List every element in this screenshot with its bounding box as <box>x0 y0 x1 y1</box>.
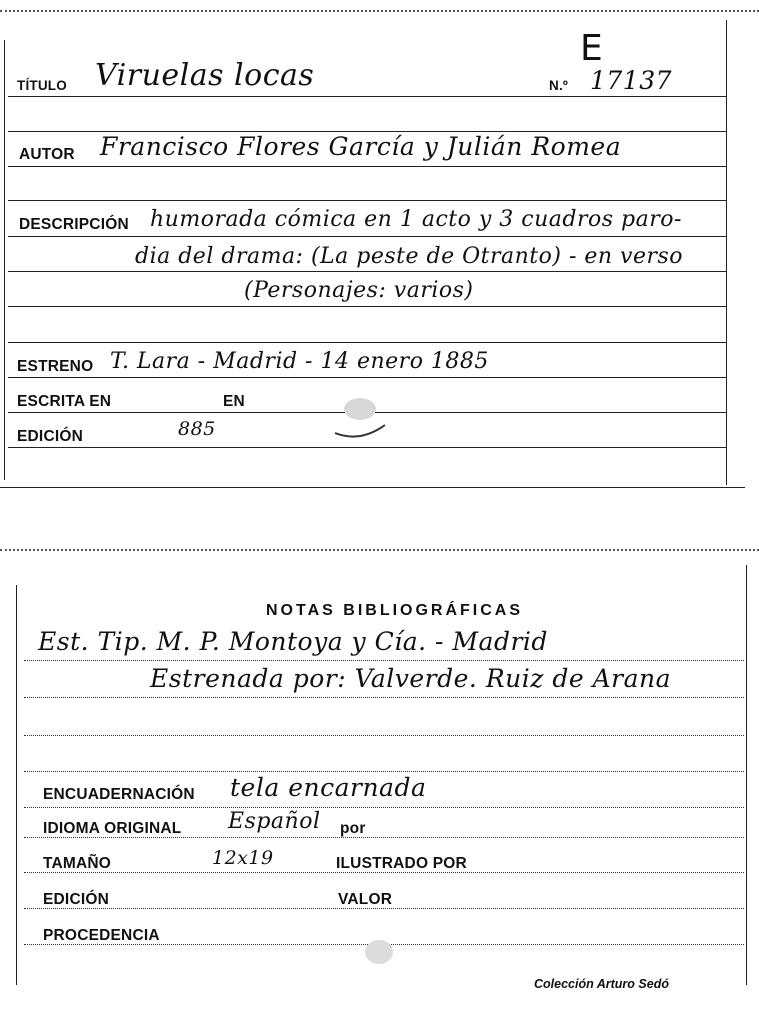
value-tamano: 12x19 <box>212 847 274 869</box>
card-right-edge <box>746 565 747 985</box>
rule-descripcion <box>8 236 726 237</box>
rule-descripcion-3 <box>8 306 726 307</box>
rule-blank-3 <box>8 342 726 343</box>
ink-mark <box>330 395 390 445</box>
value-descripcion-line2: dia del drama: (La peste de Otranto) - en verso <box>135 244 684 269</box>
label-edicion: EDICIÓN <box>43 891 109 908</box>
label-por: por <box>340 820 366 837</box>
label-edicion: EDICIÓN <box>17 428 83 445</box>
label-procedencia: PROCEDENCIA <box>43 927 160 944</box>
label-estreno: ESTRENO <box>17 358 94 375</box>
label-numero: N.º <box>549 78 569 93</box>
label-autor: AUTOR <box>19 146 75 163</box>
rule-note-2 <box>24 697 744 698</box>
value-edicion: 885 <box>178 418 216 440</box>
rule-descripcion-2 <box>8 271 726 272</box>
label-ilustrado-por: ILUSTRADO POR <box>336 855 467 872</box>
catalog-card-notas <box>0 545 759 1028</box>
card-left-edge <box>4 40 5 480</box>
value-estreno: T. Lara - Madrid - 14 enero 1885 <box>110 349 489 374</box>
value-numero: 17137 <box>590 66 673 95</box>
notas-heading: NOTAS BIBLIOGRÁFICAS <box>266 602 524 619</box>
rule-titulo <box>8 96 726 97</box>
rule-card-bottom <box>0 487 745 488</box>
label-en: EN <box>223 393 245 410</box>
rule-edicion <box>8 447 726 448</box>
rule-blank-2 <box>24 771 744 772</box>
label-titulo: TÍTULO <box>17 78 67 93</box>
card-left-edge <box>16 585 17 985</box>
value-encuadernacion: tela encarnada <box>230 773 427 802</box>
card-right-edge <box>726 20 727 485</box>
value-idioma-original: Español <box>228 809 321 834</box>
label-idioma-original: IDIOMA ORIGINAL <box>43 820 182 837</box>
note-line-2: Estrenada por: Valverde. Ruiz de Arana <box>150 664 672 693</box>
label-encuadernacion: ENCUADERNACIÓN <box>43 786 195 803</box>
label-tamano: TAMAÑO <box>43 855 112 872</box>
ink-mark <box>355 930 405 980</box>
rule-blank-2 <box>8 200 726 201</box>
rule-autor <box>8 166 726 167</box>
label-descripcion: DESCRIPCIÓN <box>19 216 129 233</box>
catalog-card-main <box>0 0 759 495</box>
stamp-letter: E <box>580 28 603 69</box>
value-titulo: Viruelas locas <box>95 58 315 93</box>
rule-estreno <box>8 377 726 378</box>
footer-coleccion: Colección Arturo Sedó <box>534 977 669 991</box>
note-line-1: Est. Tip. M. P. Montoya y Cía. - Madrid <box>38 627 548 656</box>
value-descripcion-line1: humorada cómica en 1 acto y 3 cuadros paro- <box>150 207 682 232</box>
label-escrita-en: ESCRITA EN <box>17 393 112 410</box>
rule-blank <box>24 735 744 736</box>
card-top-border <box>0 549 759 551</box>
card-top-border <box>0 10 759 12</box>
value-descripcion-line3: (Personajes: varios) <box>244 278 474 303</box>
rule-encuadernacion <box>24 807 744 808</box>
label-valor: VALOR <box>338 891 393 908</box>
rule-note-1 <box>24 660 744 661</box>
value-autor: Francisco Flores García y Julián Romea <box>100 132 622 161</box>
